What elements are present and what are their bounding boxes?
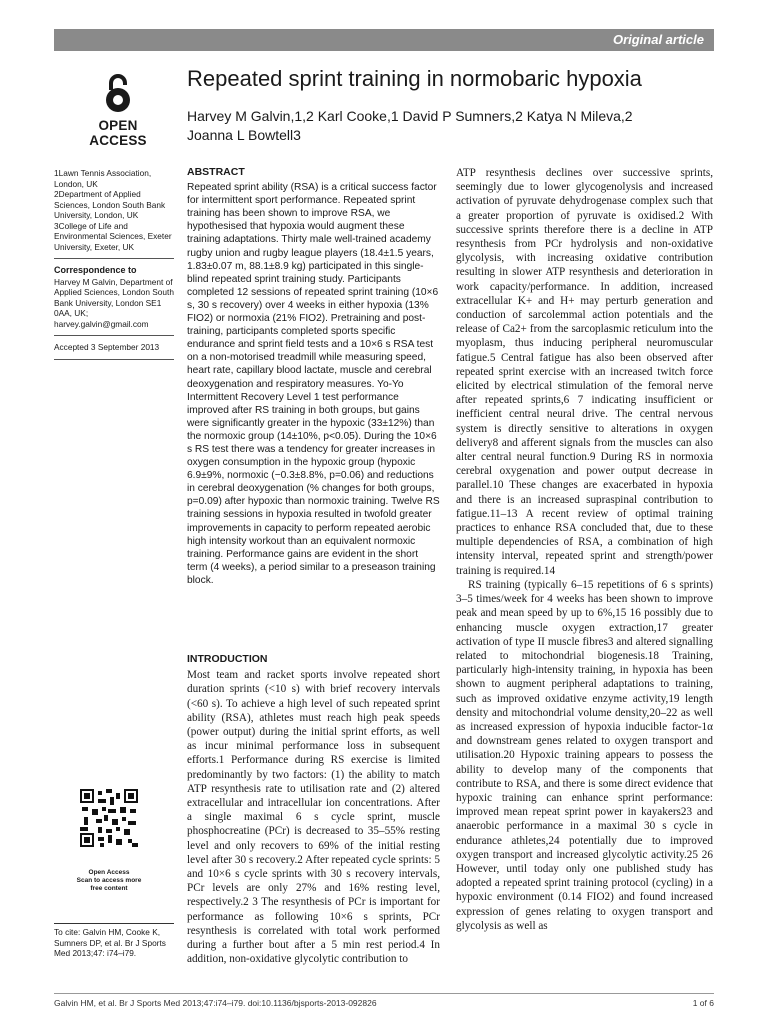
body-paragraph: RS training (typically 6–15 repetitions of 6 s sprints) 3–5 times/week for 4 weeks has been shown to improve peak and mean speed by up to 6%,15 16 possibly due to enhancing muscle oxygen extraction,17 greater activation of type II muscle fibres3 and altered signalling related to mitochondrial biogenesis.18 Training, particularly high-intensity training, in hypoxia has been shown to augment peripheral adaptations to training, such as improved oxidative enzyme activity,19 length density and mitochondrial volume density,20–22 as well as increased expression of hypoxia inducible factor-1α and downstream genes related to oxygen transport and utilisation.20 Hypoxic training appears to possess the ability to develop many of the components that contribute to RSA, and there is some direct evidence that hypoxic training can enhance sprint performance: improved mean repeat sprint power in kayakers23 and anaerobic performance in a maximal 30 s cycle in endurance athletes,24 potentially due to improved oxygen transport and increased glycolytic activity.25 26 However, until today only one published study has adopted a repeated sprint training protocol (cycling) in a hypoxic environment (0.14 FIO2) and found increased expression of genes relating to oxygen transport and glycolysis as well as [456, 578, 713, 932]
page-number: 1 of 6 [692, 998, 714, 1008]
correspondence-address: Harvey M Galvin, Department of Applied Sciences, London South Bank University, London SE1 0AA, UK; [54, 276, 174, 318]
qr-caption [60, 869, 158, 893]
open-access-text: OPEN ACCESS [89, 118, 147, 148]
affiliation: 1Lawn Tennis Association, London, UK [54, 168, 152, 189]
citation-box [54, 923, 174, 959]
affiliation: 2Department of Applied Sciences, London South Bank University, London, UK [54, 189, 166, 220]
qr-caption-line: Scan to access more [76, 877, 142, 884]
sidebar [54, 168, 174, 366]
affiliation: 3College of Life and Environmental Sciences, Exeter University, Exeter, UK [54, 220, 172, 252]
qr-caption-line: free content [90, 885, 128, 892]
divider [54, 359, 174, 360]
page-footer [54, 993, 714, 1008]
footer-citation: Galvin HM, et al. Br J Sports Med 2013;47:i74–i79. doi:10.1136/bjsports-2013-092826 [54, 998, 377, 1008]
accepted-date: Accepted 3 September 2013 [54, 342, 160, 352]
divider [54, 258, 174, 259]
qr-caption-line: Open Access [88, 869, 130, 876]
introduction-heading: INTRODUCTION [187, 653, 268, 665]
correspondence-email[interactable]: harvey.galvin@gmail.com [54, 318, 149, 329]
introduction-section [187, 652, 440, 966]
abstract-heading: ABSTRACT [187, 166, 245, 178]
section-label: Original article [612, 32, 704, 47]
introduction-text: Most team and racket sports involve repeated short duration sprints (<10 s) with brief recovery intervals (<60 s). To achieve a high level of such repeated sprint ability (RSA), athletes must reach high peak speeds (power output) during the initial sprint efforts, as well as incur minimal performance loss in subsequent efforts.1 Performance during RS exercise is limited predominantly by two factors: (1) the ability to match ATP resynthesis rate to utilisation rate and (2) altered extracellular and intracellular ion concentrations. After a single maximal 6 s cycle sprint, muscle phosphocreatine (PCr) is decreased to 35–55% resting level and only recovers to 69% of the initial resting level after 30 s recovery.2 After repeated cycle sprints: 5 and 10×6 s cycle sprints with 30 s recovery intervals, PCr levels are only 27% and 16% resting level, respectively.2 3 The resynthesis of PCr is important for performance as following 10×6 s sprints, PCr resynthesis is correlated with total work performed during a further bout after a 5 min rest period.4 In addition, non-oxidative glycolytic contribution to [187, 669, 440, 966]
section-label-bar [54, 29, 714, 51]
article-title: Repeated sprint training in normobaric hypoxia [187, 66, 642, 91]
article-authors: Harvey M Galvin,1,2 Karl Cooke,1 David P Sumners,2 Katya N Mileva,2 Joanna L Bowtell3 [187, 108, 633, 143]
citation-text: To cite: Galvin HM, Cooke K, Sumners DP, et al. Br J Sports Med 2013;47: i74–i79. [54, 927, 166, 958]
open-access-logo [70, 72, 166, 148]
abstract-section [187, 166, 440, 587]
divider [54, 335, 174, 336]
right-column [456, 166, 713, 933]
body-paragraph: ATP resynthesis declines over successive sprints, seemingly due to lower glycogenolysis and increased activation of pyruvate dehydrogenase complex such that a greater proportion of pyruvate is oxidised.2 With successive sprints therefore there is a decline in ATP resynthesis from PCr hydrolysis and non-oxidative glycolysis, with increasing oxidative contribution resulting in slower ATP resynthesis and deterioration in work capacity/performance. In addition, increased extracellular K+ and H+ may perturb generation and conduction of sarcolemmal action potentials and the release of Ca2+ from the sarcoplasmic reticulum into the myoplasm, thus inducing peripheral neuromuscular fatigue.5 Central fatigue has also been observed after repeated sprint exercise with an increased twitch force elicited by electrical stimulation of the femoral nerve after repeated sprints,6 7 indicating insufficient or inefficient central neural drive. The central nervous system is directly sensitive to alterations in oxygen delivery8 and afferent signals from the muscles can also alter central neural function.9 During RS in normoxia cerebral oxygenation and power output decrease in parallel.10 These changes are exacerbated in hypoxia and there is an increased supraspinal contribution to fatigue.11–13 A recent review of optimal training practices to enhance RSA concluded that, due to these multiple dependencies of RSA, a combination of high intensity interval, repeated sprint and strength/power training is required.14 [456, 167, 713, 577]
abstract-text: Repeated sprint ability (RSA) is a critical success factor for intermittent sport performance. Repeated sprint training has been shown to improve RSA, we hypothesised that hypoxia would augment these training adaptations. Thirty male well-trained academy rugby union and rugby league players (18.4±1.5 years, 1.83±0.07 m, 88.1±8.9 kg) participated in this single-blind repeated sprint training study. Participants completed 12 sessions of repeated sprint training (10×6 s, 30 s recovery) over 4 weeks in either hypoxia (13% FIO2) or normoxia (21% FIO2). Pretraining and post-training, participants completed sports specific endurance and sprint field tests and a 10×6 s RSA test on a non-motorised treadmill while measuring speed, heart rate, capillary blood lactate, muscle and cerebral deoxygenation and respiratory measures. Yo-Yo Intermittent Recovery Level 1 test performance improved after RS training in both groups, but gains were significantly greater in the hypoxic (33±12%) than the normoxic group (14±10%, p<0.05). During the 10×6 s RS test there was a tendency for greater increases in oxygen consumption in the hypoxic group (hypoxic 6.9±9%, normoxic (−0.3±8.8%, p=0.06) and reductions in cerebral deoxygenation (% changes for both groups, p=0.09) after hypoxic than normoxic training. Twelve RS training sessions in hypoxia resulted in twofold greater improvements in capacity to perform repeated aerobic high intensity workout than an equivalent normoxic training. Performance gains are evident in the short term (4 weeks), a period similar to a preseason training block. [187, 182, 440, 586]
qr-code-icon[interactable] [80, 789, 138, 847]
correspondence-heading: Correspondence to [54, 265, 137, 275]
open-access-lock-icon [101, 72, 135, 114]
